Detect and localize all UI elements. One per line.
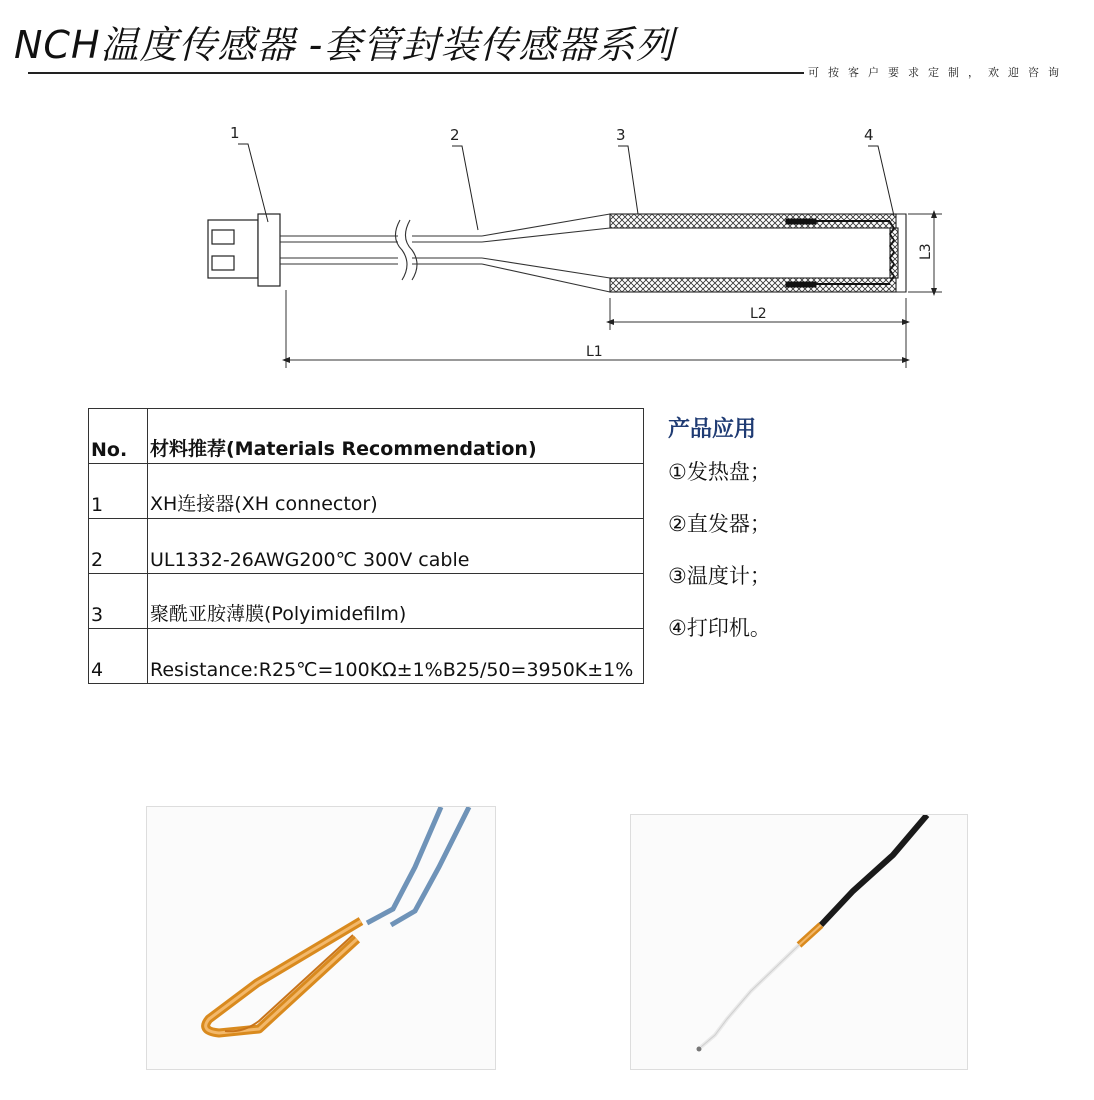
dimension-l1: L1 [586, 344, 603, 360]
page-title: NCH温度传感器 -套管封装传感器系列 [14, 23, 675, 67]
application-item: ③温度计； [668, 564, 771, 588]
row-no: 4 [89, 629, 148, 684]
table-row [89, 519, 644, 574]
row-material: UL1332-26AWG200℃ 300V cable [148, 519, 644, 574]
straight-sensor-illustration [631, 815, 967, 1069]
application-item: ②直发器； [668, 512, 771, 536]
custom-tagline: 可按客户要求定制，欢迎咨询 [804, 64, 1068, 80]
callout-3: 3 [616, 126, 626, 144]
header-material: 材料推荐(Materials Recommendation) [148, 409, 644, 464]
thermistor-element [786, 219, 894, 287]
header-no: No. [89, 409, 148, 464]
applications-title: 产品应用 [668, 417, 757, 442]
cable-wires [280, 214, 610, 292]
table-row [89, 629, 644, 684]
xh-connector [208, 214, 280, 286]
application-item: ④打印机。 [668, 616, 771, 640]
table-row [89, 574, 644, 629]
sensor-technical-drawing [190, 118, 960, 378]
dimension-l3: L3 [918, 243, 934, 260]
row-no: 2 [89, 519, 148, 574]
callout-1: 1 [230, 124, 240, 142]
row-material: Resistance:R25℃=100KΩ±1%B25/50=3950K±1% [148, 629, 644, 684]
row-no: 1 [89, 464, 148, 519]
dimension-l2: L2 [750, 306, 767, 322]
row-material: XH连接器(XH connector) [148, 464, 644, 519]
row-material: 聚酰亚胺薄膜(Polyimidefilm) [148, 574, 644, 629]
materials-table [88, 408, 644, 684]
product-photo-u-sensor [146, 806, 496, 1070]
application-item: ①发热盘； [668, 460, 771, 484]
u-sensor-illustration [147, 807, 495, 1069]
row-no: 3 [89, 574, 148, 629]
polyimide-sleeve [610, 214, 906, 292]
table-header-row [89, 409, 644, 464]
callout-4: 4 [864, 126, 874, 144]
applications-panel [668, 412, 888, 665]
callout-2: 2 [450, 126, 460, 144]
product-photo-straight-sensor [630, 814, 968, 1070]
table-row [89, 464, 644, 519]
